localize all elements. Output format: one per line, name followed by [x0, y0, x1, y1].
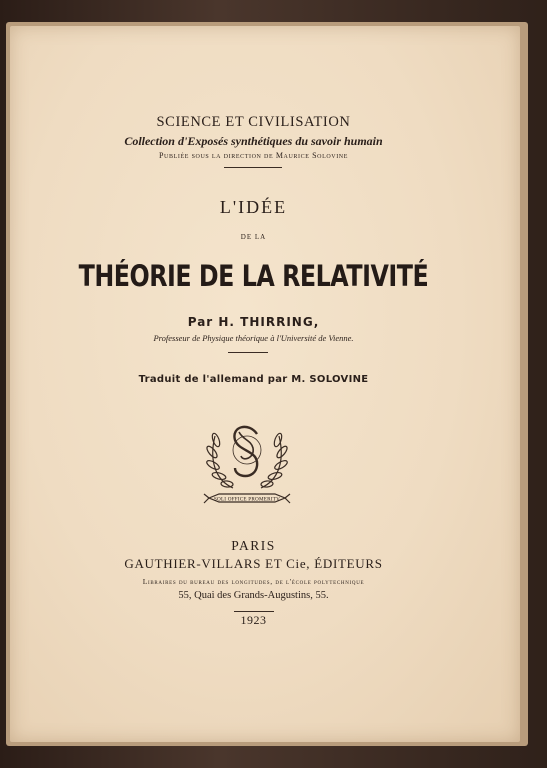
title-page — [10, 26, 520, 742]
editorial-direction: Publiée sous la direction de Maurice Solovine — [159, 151, 348, 160]
imprint-year: 1923 — [240, 613, 267, 627]
main-title: THÉORIE DE LA RELATIVITÉ — [78, 259, 429, 293]
divider — [234, 611, 274, 612]
divider — [228, 352, 268, 353]
emblem-banner-text: SOLI OFFICE PROMERITV — [213, 496, 281, 503]
series-name: SCIENCE ET CIVILISATION — [156, 114, 351, 130]
title-line-2: DE LA — [240, 233, 267, 241]
divider — [224, 167, 282, 168]
publisher-monogram-wreath-icon — [201, 410, 293, 516]
author-role: Professeur de Physique théorique à l'Université de Vienne. — [153, 333, 354, 343]
imprint-publisher: GAUTHIER-VILLARS ET Cie, ÉDITEURS — [124, 556, 383, 571]
author-name: Par H. THIRRING, — [187, 315, 320, 329]
imprint-address: 55, Quai des Grands-Augustins, 55. — [178, 590, 329, 601]
collection-subtitle: Collection d'Exposés synthétiques du savoir humain — [124, 134, 383, 148]
title-line-1: L'IDÉE — [219, 197, 288, 217]
imprint-libraries: Libraires du bureau des longitudes, de l'école polytechnique — [142, 577, 365, 586]
translator-credit: Traduit de l'allemand par M. SOLOVINE — [138, 374, 369, 385]
imprint-city: PARIS — [231, 538, 276, 553]
